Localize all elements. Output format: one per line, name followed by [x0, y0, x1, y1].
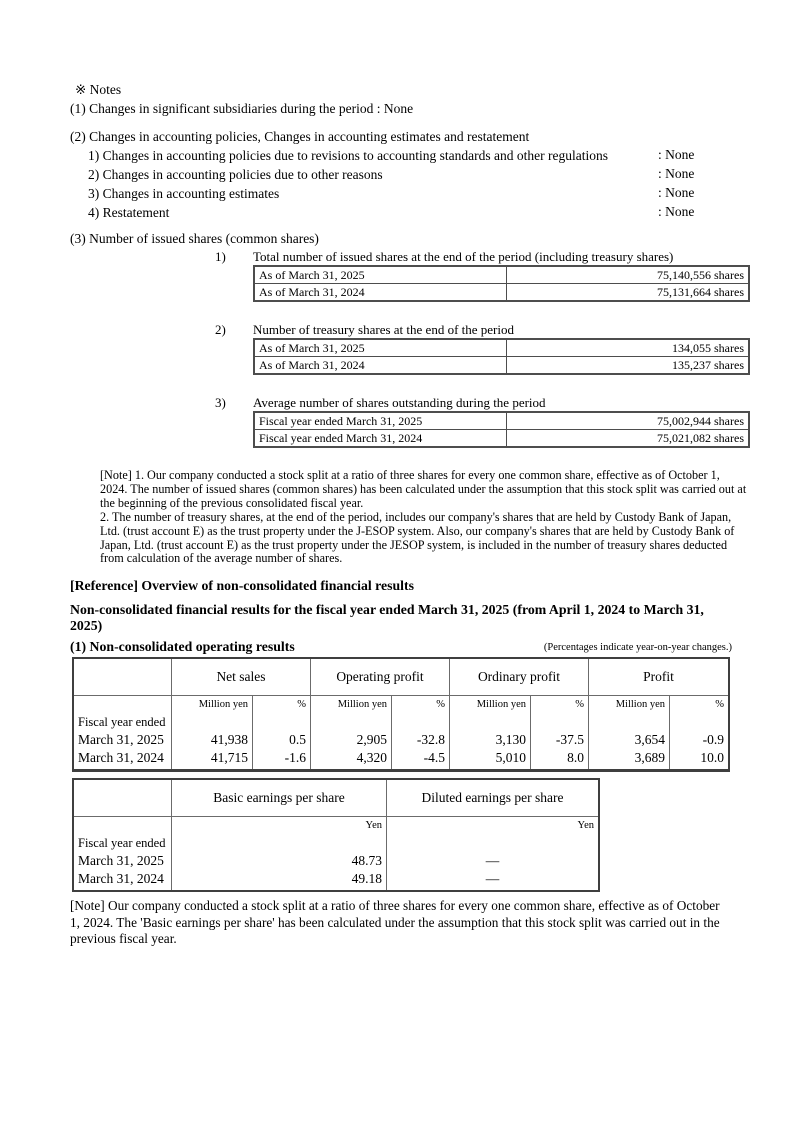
- section1-title-row: [70, 636, 732, 655]
- share-table-caption: Average number of shares outstanding during the period: [253, 395, 546, 410]
- op-header-empty-cell: [74, 659, 171, 696]
- row-label: As of March 31, 2025: [254, 339, 507, 357]
- row-label-2025: March 31, 2025: [78, 732, 164, 748]
- unit-label: Yen: [365, 820, 382, 832]
- total-issued-shares-table: [253, 265, 750, 302]
- net-sales-2024: 41,715: [210, 750, 248, 766]
- accounting-subitem-2-value: : None: [658, 166, 695, 181]
- operating-results-table: [72, 657, 730, 772]
- unit-label: Million yen: [476, 699, 526, 711]
- share-table-caption-row: [70, 248, 732, 265]
- unit-label: %: [436, 699, 445, 711]
- op-header-profit: Profit: [588, 659, 728, 696]
- share-table-block-treasury: [70, 321, 744, 375]
- reference-heading: [Reference] Overview of non-consolidated financial results: [70, 578, 414, 594]
- unit-label: %: [297, 699, 306, 711]
- share-table-caption-row: [70, 394, 732, 411]
- share-table-block-average: [70, 394, 744, 448]
- net-sales-pct-2024: -1.6: [284, 750, 306, 766]
- unit-label: Million yen: [615, 699, 665, 711]
- accounting-subitem-1: [70, 146, 732, 165]
- notes-heading: ※ Notes: [75, 82, 122, 97]
- net-sales-2025: 41,938: [210, 732, 248, 748]
- op-header-operating-profit: Operating profit: [310, 659, 449, 696]
- operating-profit-2025: 2,905: [356, 732, 387, 748]
- share-table-block-total-issued: [70, 248, 744, 302]
- accounting-subitem-2-label: 2) Changes in accounting policies due to other reasons: [88, 167, 383, 182]
- net-sales-pct-2025: 0.5: [289, 732, 306, 748]
- table-row: [254, 430, 749, 448]
- ordinary-profit-pct-2025: -37.5: [555, 732, 584, 748]
- ordinary-profit-pct-cell: [530, 696, 588, 769]
- accounting-subitem-3-label: 3) Changes in accounting estimates: [88, 186, 280, 201]
- row-label: Fiscal year ended March 31, 2024: [254, 430, 507, 448]
- note-paragraph-1: [Note] 1. Our company conducted a stock split at a ratio of three shares for every one common share, effective as of October 1, 2024. The number of issued shares (common shares) has been calculated under the assumption that this stock split was carried out at the beginning of the previous consolidated fiscal year.: [100, 468, 747, 510]
- ordinary-profit-2025: 3,130: [495, 732, 526, 748]
- section1-title: (1) Non-consolidated operating results: [70, 639, 295, 655]
- eps-stock-split-note: [Note] Our company conducted a stock split at a ratio of three shares for every one common share, effective as of October 1, 2024. The 'Basic earnings per share' has been calculated under the assumption that this stock split was carried out in the previous fiscal year.: [70, 898, 720, 946]
- diluted-eps-2024: —: [485, 871, 500, 887]
- row-value: 75,140,556 shares: [507, 266, 750, 284]
- row-label-2024: March 31, 2024: [78, 750, 164, 766]
- operating-profit-pct-2024: -4.5: [423, 750, 445, 766]
- eps-header-diluted: Diluted earnings per share: [386, 780, 598, 817]
- accounting-subitem-4-value: : None: [658, 204, 695, 219]
- subsidiaries-change-item: (1) Changes in significant subsidiaries during the period : None: [70, 101, 414, 116]
- net-sales-amount-cell: [171, 696, 252, 769]
- issued-shares-heading: (3) Number of issued shares (common shares): [70, 231, 319, 246]
- table-row: [254, 339, 749, 357]
- unit-label: %: [575, 699, 584, 711]
- row-label: As of March 31, 2024: [254, 357, 507, 375]
- document-content: [70, 80, 747, 947]
- profit-amount-cell: [588, 696, 669, 769]
- accounting-subitem-1-value: : None: [658, 147, 695, 162]
- stock-split-note-paragraph: [100, 469, 750, 566]
- op-row-label-cell: [74, 696, 171, 769]
- basic-eps-2024: 49.18: [351, 871, 382, 887]
- unit-label: Million yen: [198, 699, 248, 711]
- profit-pct-cell: [669, 696, 728, 769]
- profit-pct-2025: -0.9: [702, 732, 724, 748]
- row-label: As of March 31, 2025: [254, 266, 507, 284]
- fiscal-year-ended-label: Fiscal year ended: [78, 836, 166, 851]
- accounting-subitem-1-label: 1) Changes in accounting policies due to revisions to accounting standards and other regulations: [88, 148, 609, 163]
- eps-header-empty-cell: [74, 780, 171, 817]
- op-header-net-sales: Net sales: [171, 659, 310, 696]
- operating-profit-amount-cell: [310, 696, 391, 769]
- earnings-per-share-table: [72, 778, 600, 892]
- basic-eps-cell: [171, 817, 386, 890]
- share-table-caption-row: [70, 321, 732, 338]
- unit-label: %: [715, 699, 724, 711]
- accounting-changes-heading: (2) Changes in accounting policies, Changes in accounting estimates and restatement: [70, 129, 530, 144]
- fiscal-year-ended-label: Fiscal year ended: [78, 715, 166, 730]
- profit-2025: 3,654: [634, 732, 665, 748]
- ordinary-profit-amount-cell: [449, 696, 530, 769]
- table-row: [254, 284, 749, 302]
- reference-subheading: Non-consolidated financial results for the fiscal year ended March 31, 2025 (from April 1, 2024 to March 31, 2025): [70, 602, 704, 633]
- row-value: 135,237 shares: [507, 357, 750, 375]
- accounting-subitem-4-label: 4) Restatement: [88, 205, 170, 220]
- unit-label: Yen: [577, 820, 594, 832]
- row-value: 75,131,664 shares: [507, 284, 750, 302]
- average-shares-table: [253, 411, 750, 448]
- diluted-eps-cell: [386, 817, 598, 890]
- profit-pct-2024: 10.0: [700, 750, 724, 766]
- row-label: As of March 31, 2024: [254, 284, 507, 302]
- accounting-subitem-4: [70, 203, 732, 222]
- operating-profit-pct-cell: [391, 696, 449, 769]
- row-label-2025: March 31, 2025: [78, 853, 164, 869]
- operating-profit-pct-2025: -32.8: [416, 732, 445, 748]
- note-paragraph-2: 2. The number of treasury shares, at the end of the period, includes our company's shares that are held by Custody Bank of Japan, Ltd. (trust account E) as the trust property under the J-ESOP system. Also, our company's shares that are held by Custody Bank of Japan, Ltd. (trust account E) as the trust property under the JESOP system, is included in the number of treasury shares deducted from calculation of the average number of shares.: [100, 509, 735, 566]
- net-sales-pct-cell: [252, 696, 310, 769]
- table-row: [254, 266, 749, 284]
- operating-profit-2024: 4,320: [356, 750, 387, 766]
- row-value: 134,055 shares: [507, 339, 750, 357]
- treasury-shares-table: [253, 338, 750, 375]
- row-label: Fiscal year ended March 31, 2025: [254, 412, 507, 430]
- accounting-subitem-3-value: : None: [658, 185, 695, 200]
- share-table-caption: Number of treasury shares at the end of the period: [253, 322, 514, 337]
- percentages-note: (Percentages indicate year-on-year changes.): [543, 642, 732, 654]
- unit-label: Million yen: [337, 699, 387, 711]
- diluted-eps-2025: —: [485, 853, 500, 869]
- ordinary-profit-pct-2024: 8.0: [567, 750, 584, 766]
- profit-2024: 3,689: [634, 750, 665, 766]
- accounting-subitem-2: [70, 165, 732, 184]
- eps-row-label-cell: [74, 817, 171, 890]
- table-row: [254, 412, 749, 430]
- accounting-subitem-3: [70, 184, 732, 203]
- share-table-number: 3): [215, 395, 226, 410]
- op-header-ordinary-profit: Ordinary profit: [449, 659, 588, 696]
- share-table-caption: Total number of issued shares at the end of the period (including treasury shares): [253, 249, 674, 264]
- ordinary-profit-2024: 5,010: [495, 750, 526, 766]
- share-table-number: 1): [215, 249, 226, 264]
- row-label-2024: March 31, 2024: [78, 871, 164, 887]
- row-value: 75,002,944 shares: [507, 412, 750, 430]
- share-table-number: 2): [215, 322, 226, 337]
- basic-eps-2025: 48.73: [351, 853, 382, 869]
- row-value: 75,021,082 shares: [507, 430, 750, 448]
- eps-header-basic: Basic earnings per share: [171, 780, 386, 817]
- table-row: [254, 357, 749, 375]
